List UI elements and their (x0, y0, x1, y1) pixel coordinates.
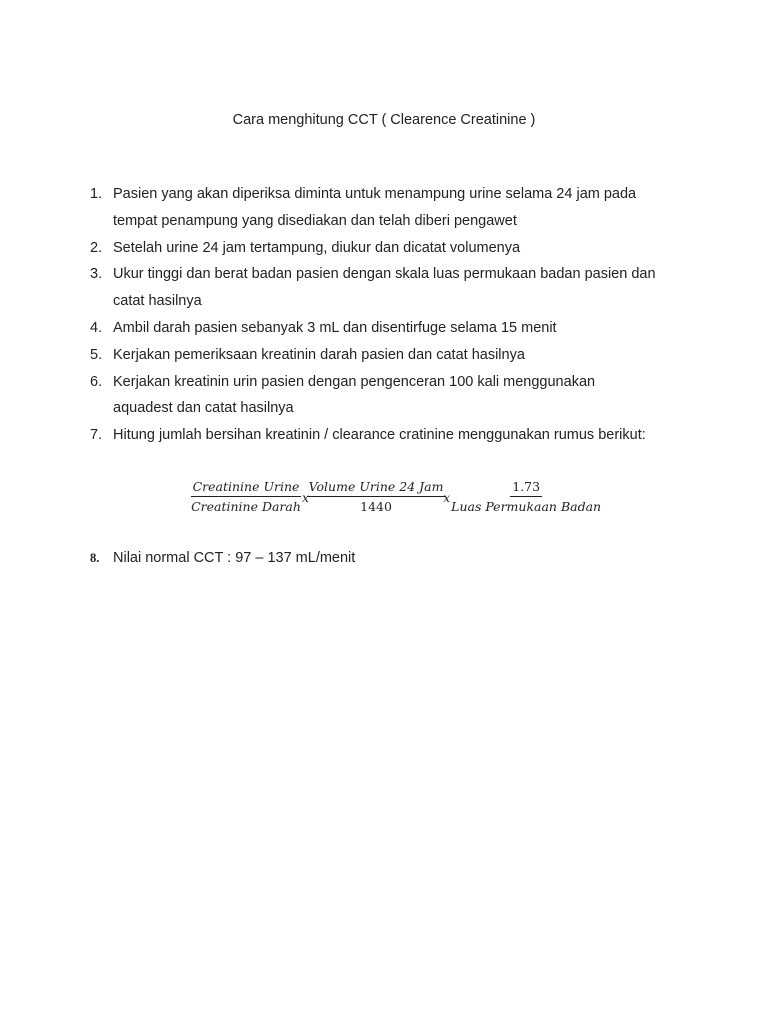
step-line: Ambil darah pasien sebanyak 3 mL dan disentirfuge selama 15 menit (113, 319, 557, 336)
step-number: 4. (90, 319, 103, 336)
step-number: 7. (90, 427, 103, 444)
step-line: catat hasilnya (113, 293, 202, 310)
step-line: Ukur tinggi dan berat badan pasien dengan skala luas permukaan badan pasien dan (113, 266, 656, 283)
fraction-denominator: 1440 (360, 498, 392, 514)
step-number: 6. (90, 373, 103, 390)
fraction-numerator: 1.73 (510, 479, 542, 497)
step-6 (90, 369, 690, 423)
fraction-numerator: Creatinine Urine (191, 479, 302, 497)
step-1 (90, 181, 690, 235)
multiply-operator: x (302, 489, 310, 505)
fraction-numerator: Volume Urine 24 Jam (307, 479, 446, 497)
step-number: 3. (90, 266, 103, 283)
step-7 (90, 422, 690, 449)
step-3 (90, 261, 690, 315)
step-line: Kerjakan kreatinin urin pasien dengan pengenceran 100 kali menggunakan (113, 373, 596, 390)
step-number: 2. (90, 239, 103, 256)
step-line: Hitung jumlah bersihan kreatinin / clearance cratinine menggunakan rumus berikut: (113, 427, 646, 444)
steps-list (90, 181, 690, 449)
step-line: tempat penampung yang disediakan dan telah diberi pengawet (113, 212, 517, 229)
step-number: 5. (90, 346, 103, 363)
step-line: Pasien yang akan diperiksa diminta untuk menampung urine selama 24 jam pada (113, 186, 637, 202)
step-number: 1. (90, 186, 103, 202)
step-4 (90, 315, 690, 342)
cct-formula (192, 476, 600, 516)
fraction-surface-area (452, 479, 600, 514)
step-2 (90, 235, 690, 262)
step-number: 8. (90, 551, 100, 565)
step-line: aquadest dan catat hasilnya (113, 400, 294, 417)
step-5 (90, 342, 690, 369)
step-line: Setelah urine 24 jam tertampung, diukur dan dicatat volumenya (113, 239, 521, 256)
multiply-operator: x (443, 489, 451, 505)
step-line: Nilai normal CCT : 97 – 137 mL/menit (113, 550, 356, 566)
step-line: Kerjakan pemeriksaan kreatinin darah pasien dan catat hasilnya (113, 346, 525, 363)
step-8 (90, 546, 355, 570)
fraction-creatinine (192, 479, 300, 514)
fraction-denominator: Luas Permukaan Badan (451, 498, 602, 514)
fraction-volume (308, 478, 444, 514)
fraction-denominator: Creatinine Darah (191, 498, 301, 514)
document-title: Cara menghitung CCT ( Clearence Creatinine ) (232, 112, 536, 128)
